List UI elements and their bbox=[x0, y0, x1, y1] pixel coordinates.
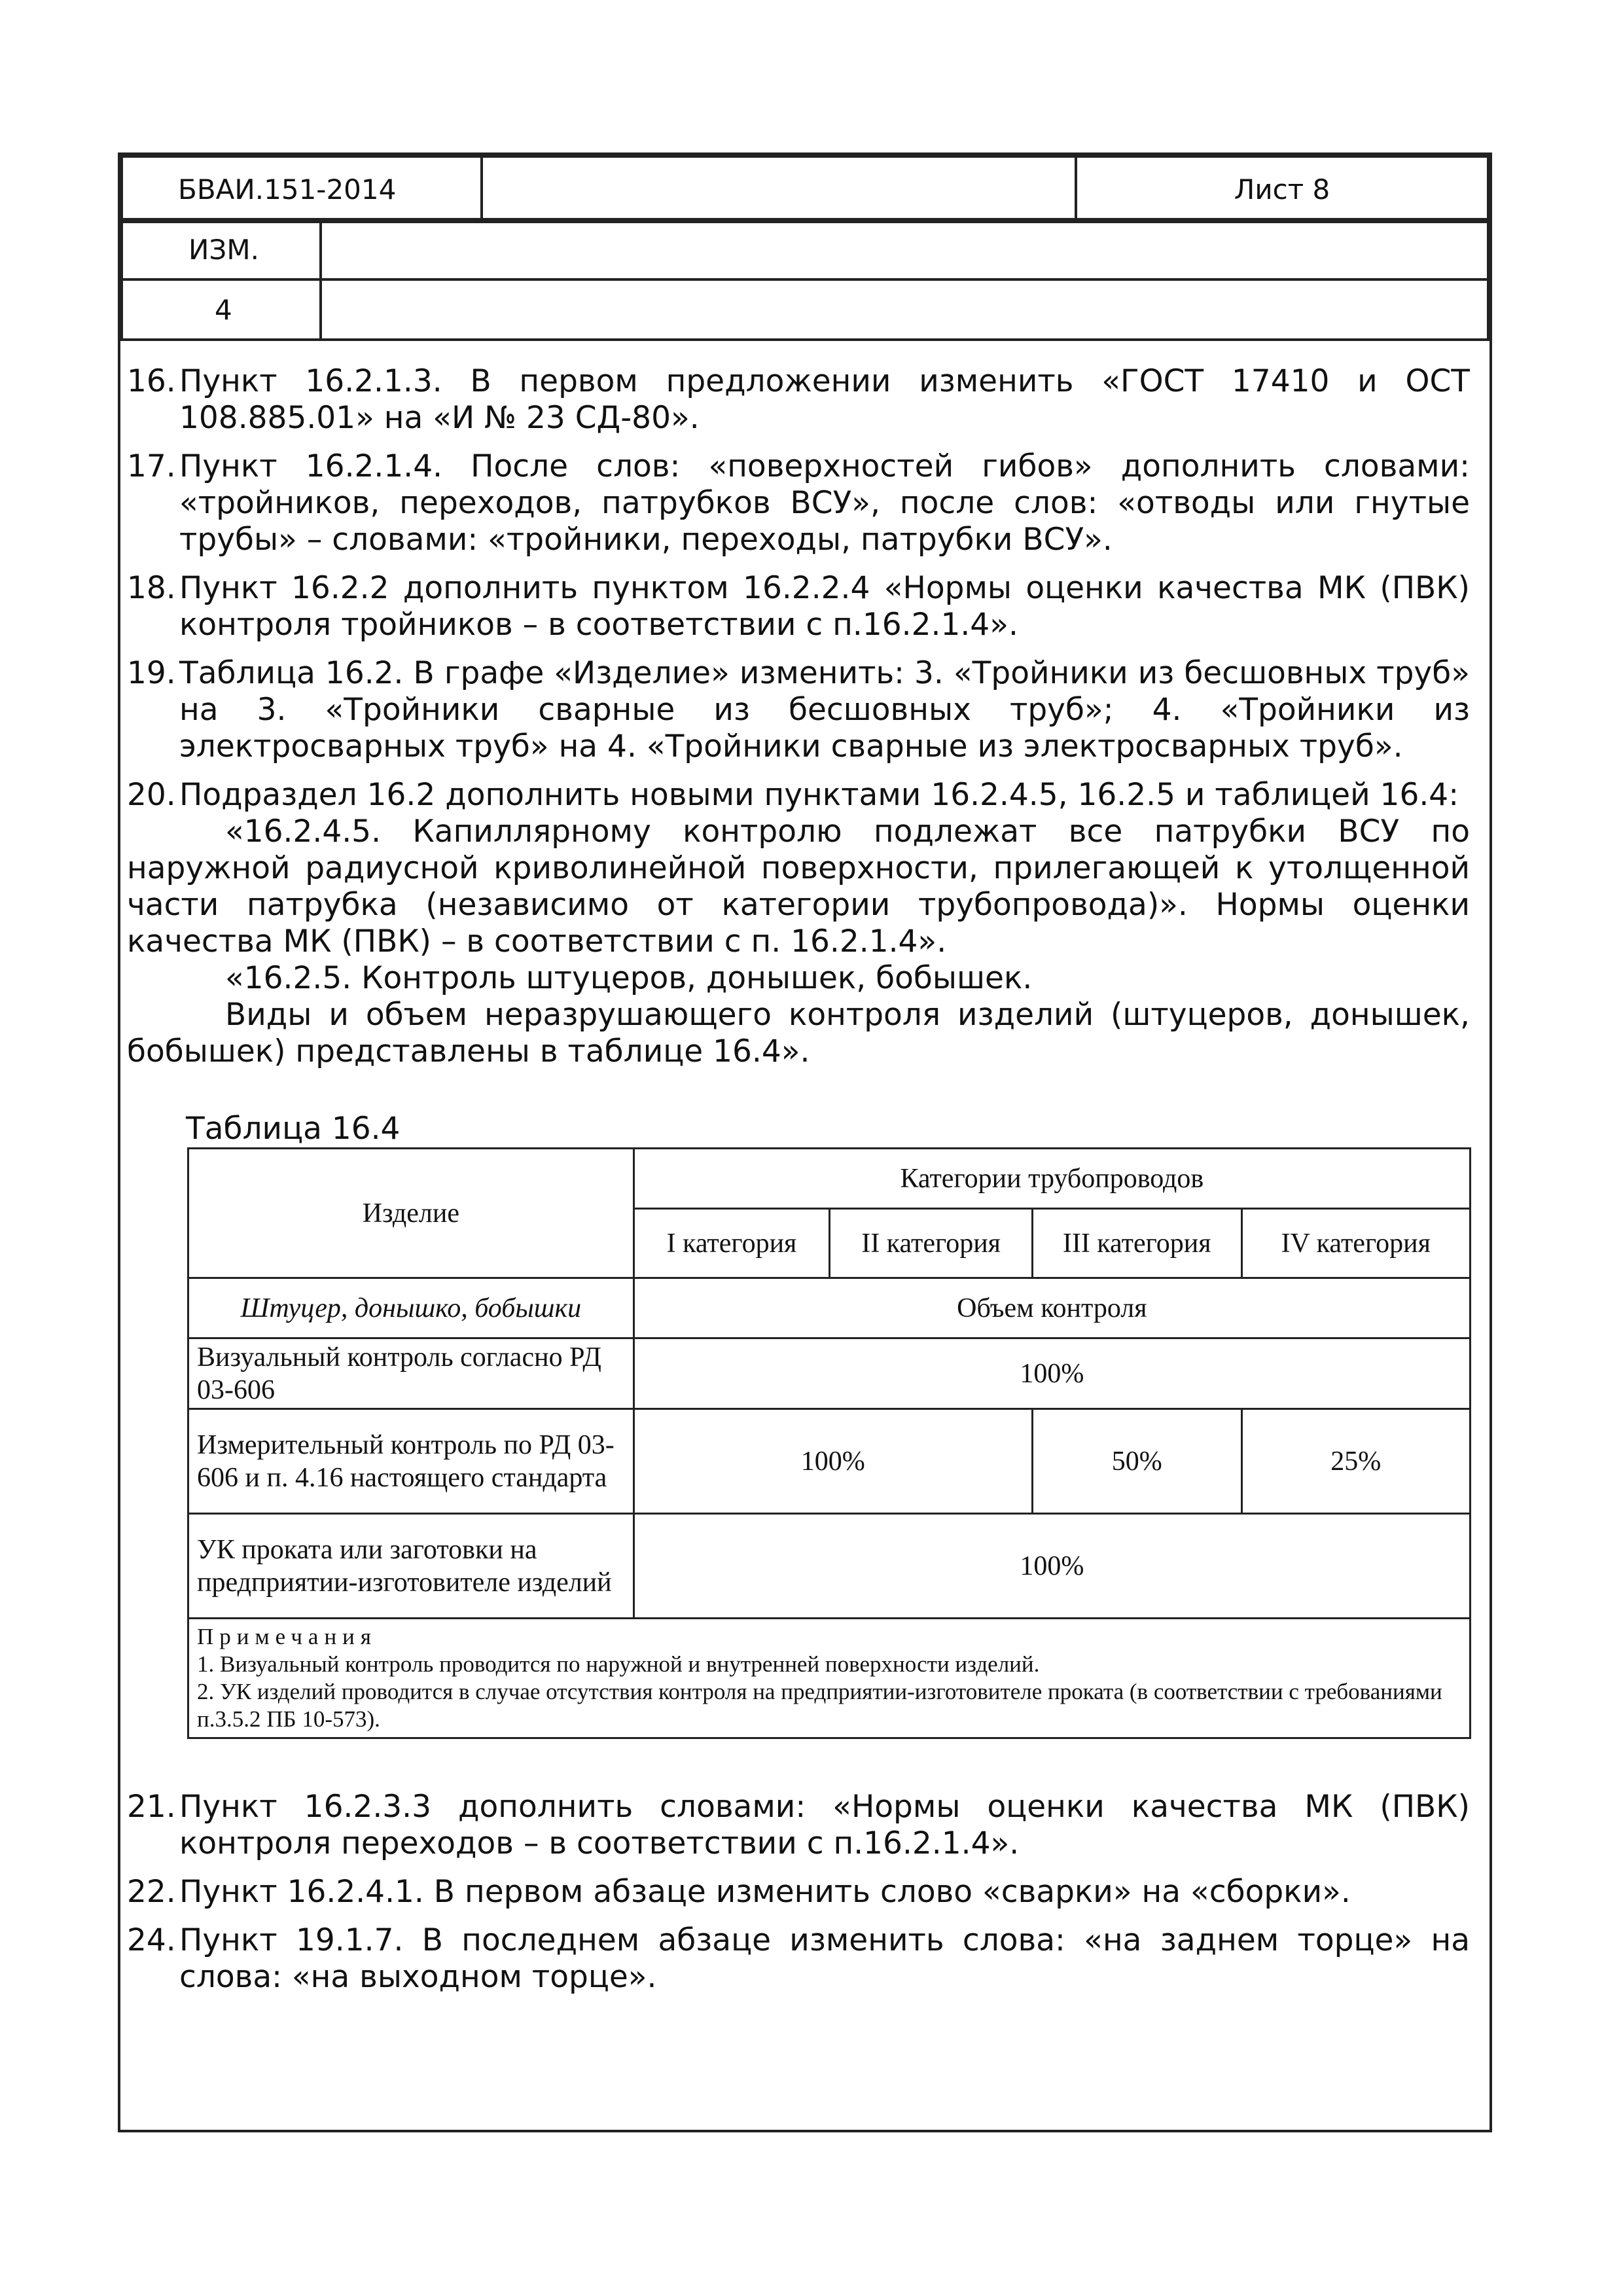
list-item bbox=[127, 448, 1470, 558]
document-body bbox=[120, 351, 1489, 1996]
doc-code: БВАИ.151-2014 bbox=[122, 156, 482, 222]
item-text: Пункт 16.2.4.1. В первом абзаце изменить слово «сварки» на «сборки». bbox=[179, 1874, 1351, 1910]
list-item bbox=[127, 570, 1470, 643]
paragraph-16-2-5: «16.2.5. Контроль штуцеров, донышек, бобышек. bbox=[225, 960, 1033, 996]
row-value-cat-3: 50% bbox=[1032, 1409, 1241, 1514]
item-number: 16. bbox=[127, 363, 176, 399]
item-text: Таблица 16.2. В графе «Изделие» изменить: 3. «Тройники из бесшовных труб» на 3. «Тройники сварные из бесшовных труб»; 4. «Тройники из электросварных труб» на 4. «Тройники сварные из электросварных труб». bbox=[179, 655, 1470, 764]
change-label: ИЗМ. bbox=[122, 219, 321, 279]
table-caption: Таблица 16.4 bbox=[186, 1111, 401, 1147]
row-value-cat-4: 25% bbox=[1241, 1409, 1471, 1514]
item-text: Пункт 19.1.7. В последнем абзаце изменить слова: «на заднем торце» на слова: «на выходном торце». bbox=[179, 1922, 1470, 1995]
item-text: Пункт 16.2.3.3 дополнить словами: «Нормы оценки качества МК (ПВК) контроля переходов – в соответствии с п.16.2.1.4». bbox=[179, 1789, 1470, 1861]
paragraph-16-2-4-5: «16.2.4.5. Капиллярному контролю подлежат все патрубки ВСУ по наружной радиусной криволинейной поверхности, прилегающей к утолщенной части патрубка (независимо от категории трубопровода)». Нормы оценки качества МК (ПВК) – в соответствии с п. 16.2.1.4». bbox=[127, 814, 1470, 960]
item-text: Пункт 16.2.1.4. После слов: «поверхностей гибов» дополнить словами: «тройников, переходов, патрубков ВСУ», после слов: «отводы или гнутые трубы» – словами: «тройники, переходы, патрубки ВСУ». bbox=[179, 448, 1470, 558]
header-categories: Категории трубопроводов bbox=[633, 1149, 1470, 1209]
notes-title: Примечания bbox=[197, 1624, 378, 1649]
title-block-empty bbox=[482, 156, 1076, 222]
list-item bbox=[127, 363, 1470, 437]
row-value-all: 100% bbox=[633, 1338, 1470, 1409]
item-text: Подраздел 16.2 дополнить новыми пунктами 16.2.4.5, 16.2.5 и таблицей 16.4: bbox=[179, 777, 1459, 813]
header-category-2: II категория bbox=[830, 1209, 1033, 1278]
revision-block bbox=[120, 218, 1489, 341]
note-item: 2. УК изделий проводится в случае отсутствия контроля на предприятии-изготовителе проката (в соответствии с требованиями п.3.5.2 ПБ 10-573). bbox=[197, 1679, 1442, 1732]
page-frame bbox=[118, 152, 1492, 2132]
title-block bbox=[120, 155, 1489, 223]
row-label: Визуальный контроль согласно РД 03-606 bbox=[188, 1338, 634, 1409]
item-number: 19. bbox=[127, 655, 176, 691]
group-value: Объем контроля bbox=[633, 1278, 1470, 1338]
row-value-cat-1-2: 100% bbox=[633, 1409, 1032, 1514]
list-item bbox=[127, 1789, 1470, 1862]
row-label: Измерительный контроль по РД 03-606 и п. 4.16 настоящего стандарта bbox=[188, 1409, 634, 1514]
item-number: 17. bbox=[127, 448, 176, 484]
list-item bbox=[127, 1874, 1470, 1910]
list-item bbox=[127, 777, 1470, 814]
header-category-1: I категория bbox=[633, 1209, 830, 1278]
table-row bbox=[188, 1409, 1471, 1514]
table-16-4 bbox=[187, 1147, 1471, 1739]
change-number: 4 bbox=[122, 279, 321, 340]
revision-empty-2 bbox=[321, 279, 1488, 340]
paragraph-table-intro: Виды и объем неразрушающего контроля изделий (штуцеров, донышек, бобышек) представлены в таблице 16.4». bbox=[127, 997, 1470, 1069]
item-number: 18. bbox=[127, 570, 176, 606]
revision-empty-1 bbox=[321, 219, 1488, 279]
item-number: 20. bbox=[127, 777, 176, 813]
list-item bbox=[127, 655, 1470, 765]
header-category-4: IV категория bbox=[1241, 1209, 1471, 1278]
table-notes bbox=[188, 1619, 1471, 1738]
table-row bbox=[188, 1514, 1471, 1619]
item-text: Пункт 16.2.1.3. В первом предложении изменить «ГОСТ 17410 и ОСТ 108.885.01» на «И № 23 СД-80». bbox=[179, 363, 1470, 436]
item-number: 21. bbox=[127, 1789, 176, 1825]
item-number: 22. bbox=[127, 1874, 176, 1910]
sheet-number: Лист 8 bbox=[1076, 156, 1488, 222]
header-product: Изделие bbox=[188, 1149, 634, 1278]
row-value-all: 100% bbox=[633, 1514, 1470, 1619]
group-label: Штуцер, донышко, бобышки bbox=[188, 1278, 634, 1338]
header-category-3: III категория bbox=[1032, 1209, 1241, 1278]
item-number: 24. bbox=[127, 1922, 176, 1958]
note-item: 1. Визуальный контроль проводится по наружной и внутренней поверхности изделий. bbox=[197, 1651, 1040, 1677]
item-text: Пункт 16.2.2 дополнить пунктом 16.2.2.4 «Нормы оценки качества МК (ПВК) контроля тройников – в соответствии с п.16.2.1.4». bbox=[179, 570, 1470, 643]
row-label: УК проката или заготовки на предприятии-изготовителе изделий bbox=[188, 1514, 634, 1619]
list-item bbox=[127, 1922, 1470, 1996]
table-row bbox=[188, 1338, 1471, 1409]
